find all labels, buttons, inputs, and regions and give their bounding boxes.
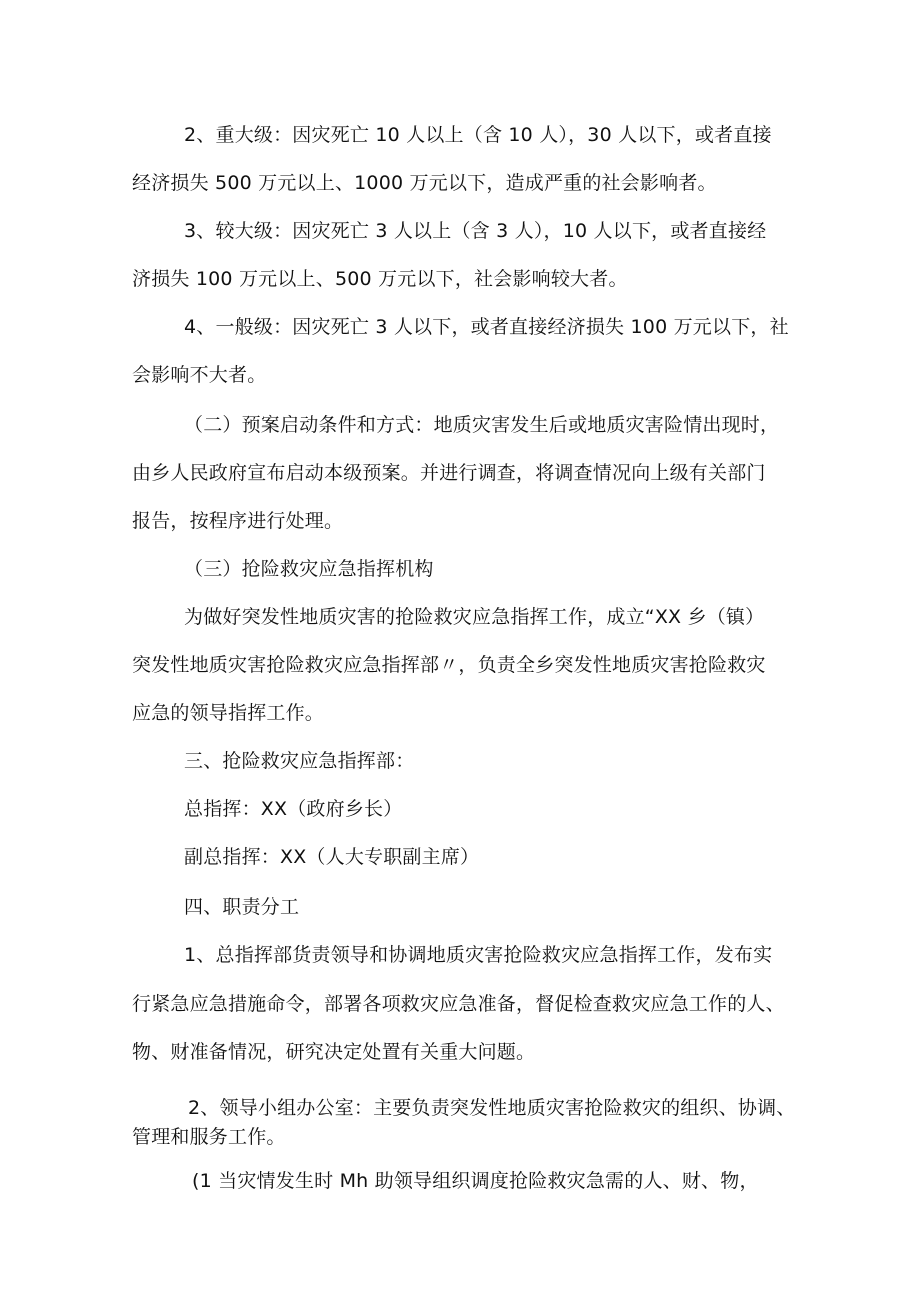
paragraph-line: 为做好突发性地质灾害的抢险救灾应急指挥工作，成立“XX 乡（镇） (184, 606, 765, 628)
paragraph-line: (1 当灾情发生时 Mh 助领导组织调度抢险救灾急需的人、财、物， (192, 1170, 759, 1192)
paragraph-line: 2、重大级：因灾死亡 10 人以上（含 10 人），30 人以下，或者直接 (184, 124, 772, 146)
paragraph-line: 4、一般级：因灾死亡 3 人以下，或者直接经济损失 100 万元以下，社 (184, 316, 789, 338)
paragraph-line: 物、财准备情况，研究决定处置有关重大问题。 (132, 1041, 536, 1063)
paragraph-line: 会影响不大者。 (132, 364, 267, 386)
paragraph-line: 报告，按程序进行处理。 (132, 510, 344, 532)
paragraph-line: （二）预案启动条件和方式：地质灾害发生后或地质灾害险情出现时， (184, 414, 780, 436)
paragraph-line: 2、领导小组办公室：主要负责突发性地质灾害抢险救灾的组织、协调、 (188, 1097, 796, 1119)
section-heading: 四、职责分工 (184, 896, 300, 918)
paragraph-line: 3、较大级：因灾死亡 3 人以上（含 3 人），10 人以下，或者直接经 (184, 220, 767, 242)
section-heading: 三、抢险救灾应急指挥部： (184, 750, 415, 772)
paragraph-line: 行紧急应急措施命令，部署各项救灾应急准备，督促检查救灾应急工作的人、 (132, 993, 785, 1015)
paragraph-line: 应急的领导指挥工作。 (132, 702, 325, 724)
paragraph-line: 济损失 100 万元以上、500 万元以下，社会影响较大者。 (132, 268, 628, 290)
section-heading: （三）抢险救灾应急指挥机构 (184, 558, 434, 580)
paragraph-line: 1、总指挥部货责领导和协调地质灾害抢险救灾应急指挥工作，发布实 (184, 944, 773, 966)
paragraph-line: 经济损失 500 万元以上、1000 万元以下，造成严重的社会影响者。 (132, 172, 717, 194)
paragraph-line: 突发性地质灾害抢险救灾应急指挥部〃，负责全乡突发性地质灾害抢险救灾 (132, 654, 766, 676)
commander-line: 总指挥：XX（政府乡长） (184, 798, 403, 820)
deputy-commander-line: 副总指挥：XX（人大专职副主席） (184, 846, 480, 868)
paragraph-line: 由乡人民政府宣布启动本级预案。并进行调查，将调查情况向上级有关部门 (132, 462, 766, 484)
paragraph-line: 管理和服务工作。 (132, 1126, 286, 1148)
